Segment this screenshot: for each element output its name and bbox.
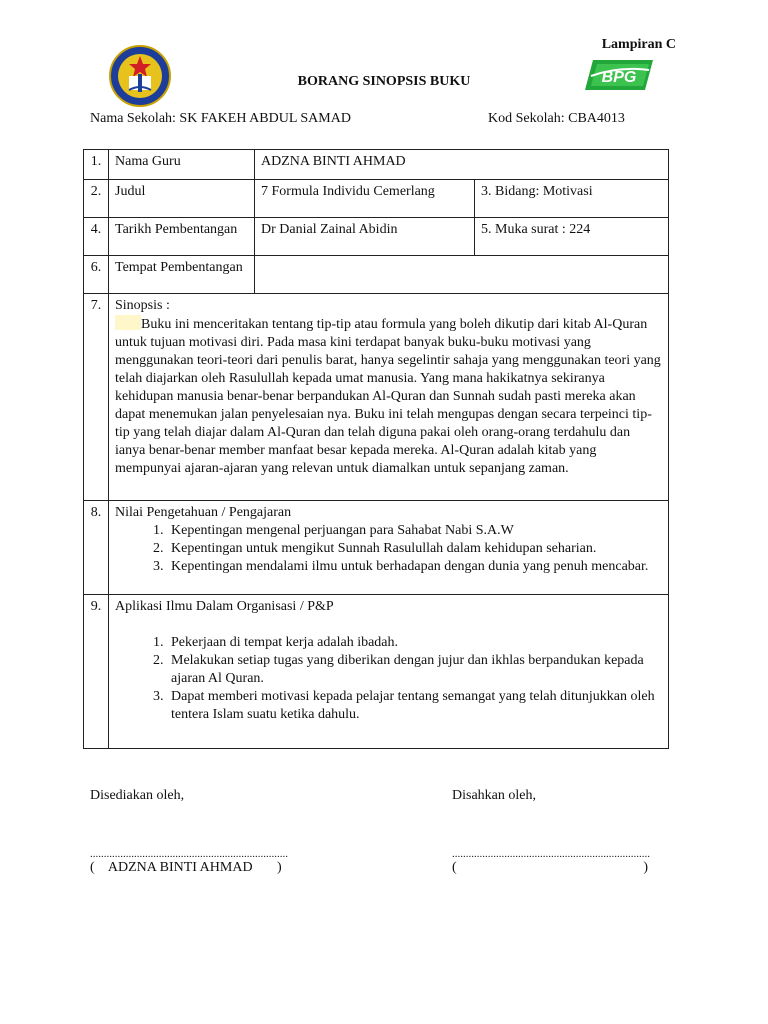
prepared-by-label: Disediakan oleh, <box>90 788 185 803</box>
values-cell <box>109 501 669 595</box>
signature-line: ........................................................................ <box>452 848 650 860</box>
ministry-logo-icon <box>107 44 173 108</box>
synopsis-text: Buku ini menceritakan tentang tip-tip atau formula yang boleh dikutip dari kitab Al-Quran untuk tujuan motivasi diri. Pada masa kini terdapat banyak buku-buku motivasi yang menggunakan teori-teori dari penulis barat, hanya segelintir sahaja yang menggunakan teori yang telah diajarkan oleh Rasulullah kepada umat manusia. Yang mana hakikatnya sekiranya kehidupan manusia benar-benar berpandukan Al-Quran dan Sunnah sudah pasti mereka akan dapat menemukan jalan penyelesaian nya. Buku ini telah mengupas dengan secara terpeinci tip-tip yang telah diajar dalam Al-Quran dan telah diguna pakai oleh orang-orang terdahulu dan ianya benar-benar member manfaat besar kepada mereka. Al-Quran adalah kitab yang mempunyai ajaran-ajaran yang relevan untuk diamalkan untuk sepanjang zaman. <box>115 317 661 476</box>
row-number: 2. <box>84 180 109 218</box>
prepared-by-block <box>90 788 288 876</box>
row-number: 1. <box>84 150 109 180</box>
synopsis-cell <box>109 294 669 501</box>
table-row <box>84 595 669 749</box>
list-item: 3. Dapat memberi motivasi kepada pelajar tentang semangat yang telah ditunjukkan oleh tentera Islam suatu ketika dahulu. <box>167 688 662 724</box>
signature-line: ........................................................................ <box>90 848 288 860</box>
approved-by-block <box>452 788 650 878</box>
row-number: 6. <box>84 256 109 294</box>
table-row <box>84 294 669 501</box>
list-item: 2. Kepentingan untuk mengikut Sunnah Rasulullah dalam kehidupan seharian. <box>167 540 662 558</box>
row-number: 4. <box>84 218 109 256</box>
preparer-name: ( ADZNA BINTI AHMAD ) <box>90 860 282 875</box>
synopsis-text-block <box>115 315 662 478</box>
book-title-value: 7 Formula Individu Cemerlang <box>255 180 475 218</box>
page-count-value: 5. Muka surat : 224 <box>475 218 669 256</box>
table-row <box>84 150 669 180</box>
row-number: 8. <box>84 501 109 595</box>
synopsis-label: Sinopsis : <box>115 298 170 313</box>
application-list <box>115 634 662 724</box>
school-name: Nama Sekolah: SK FAKEH ABDUL SAMAD <box>90 111 351 126</box>
application-cell <box>109 595 669 749</box>
school-code: Kod Sekolah: CBA4013 <box>488 111 625 126</box>
presentation-place-label: Tempat Pembentangan <box>109 256 255 294</box>
table-row <box>84 256 669 294</box>
synopsis-form-table <box>83 149 669 749</box>
values-list <box>115 522 662 576</box>
row-number: 9. <box>84 595 109 749</box>
presentation-place-value <box>255 256 669 294</box>
bpg-logo-text: BPG <box>601 69 637 86</box>
approver-paren-close: ) <box>643 860 648 875</box>
list-item: 2. Melakukan setiap tugas yang diberikan dengan jujur dan ikhlas berpandukan kepada ajaran Al Quran. <box>167 652 662 688</box>
approver-paren-open: ( <box>452 860 457 875</box>
form-title: BORANG SINOPSIS BUKU <box>297 74 471 89</box>
list-item: 3. Kepentingan mendalami ilmu untuk berhadapan dengan dunia yang penuh mencabar. <box>167 558 662 576</box>
application-label: Aplikasi Ilmu Dalam Organisasi / P&P <box>115 599 334 614</box>
lampiran-label: Lampiran C <box>601 37 676 52</box>
field-value: 3. Bidang: Motivasi <box>475 180 669 218</box>
approver-name <box>452 860 648 878</box>
title-label: Judul <box>109 180 255 218</box>
bpg-logo-icon <box>583 56 655 94</box>
author-value: Dr Danial Zainal Abidin <box>255 218 475 256</box>
approved-by-label: Disahkan oleh, <box>452 788 536 803</box>
presentation-date-label: Tarikh Pembentangan <box>109 218 255 256</box>
teacher-name-label: Nama Guru <box>109 150 255 180</box>
table-row <box>84 501 669 595</box>
list-item: 1. Kepentingan mengenal perjuangan para Sahabat Nabi S.A.W <box>167 522 662 540</box>
teacher-name-value: ADZNA BINTI AHMAD <box>255 150 669 180</box>
values-label: Nilai Pengetahuan / Pengajaran <box>115 505 292 520</box>
list-item: 1. Pekerjaan di tempat kerja adalah ibadah. <box>167 634 662 652</box>
highlight-mark <box>115 315 141 330</box>
table-row <box>84 218 669 256</box>
row-number: 7. <box>84 294 109 501</box>
table-row <box>84 180 669 218</box>
